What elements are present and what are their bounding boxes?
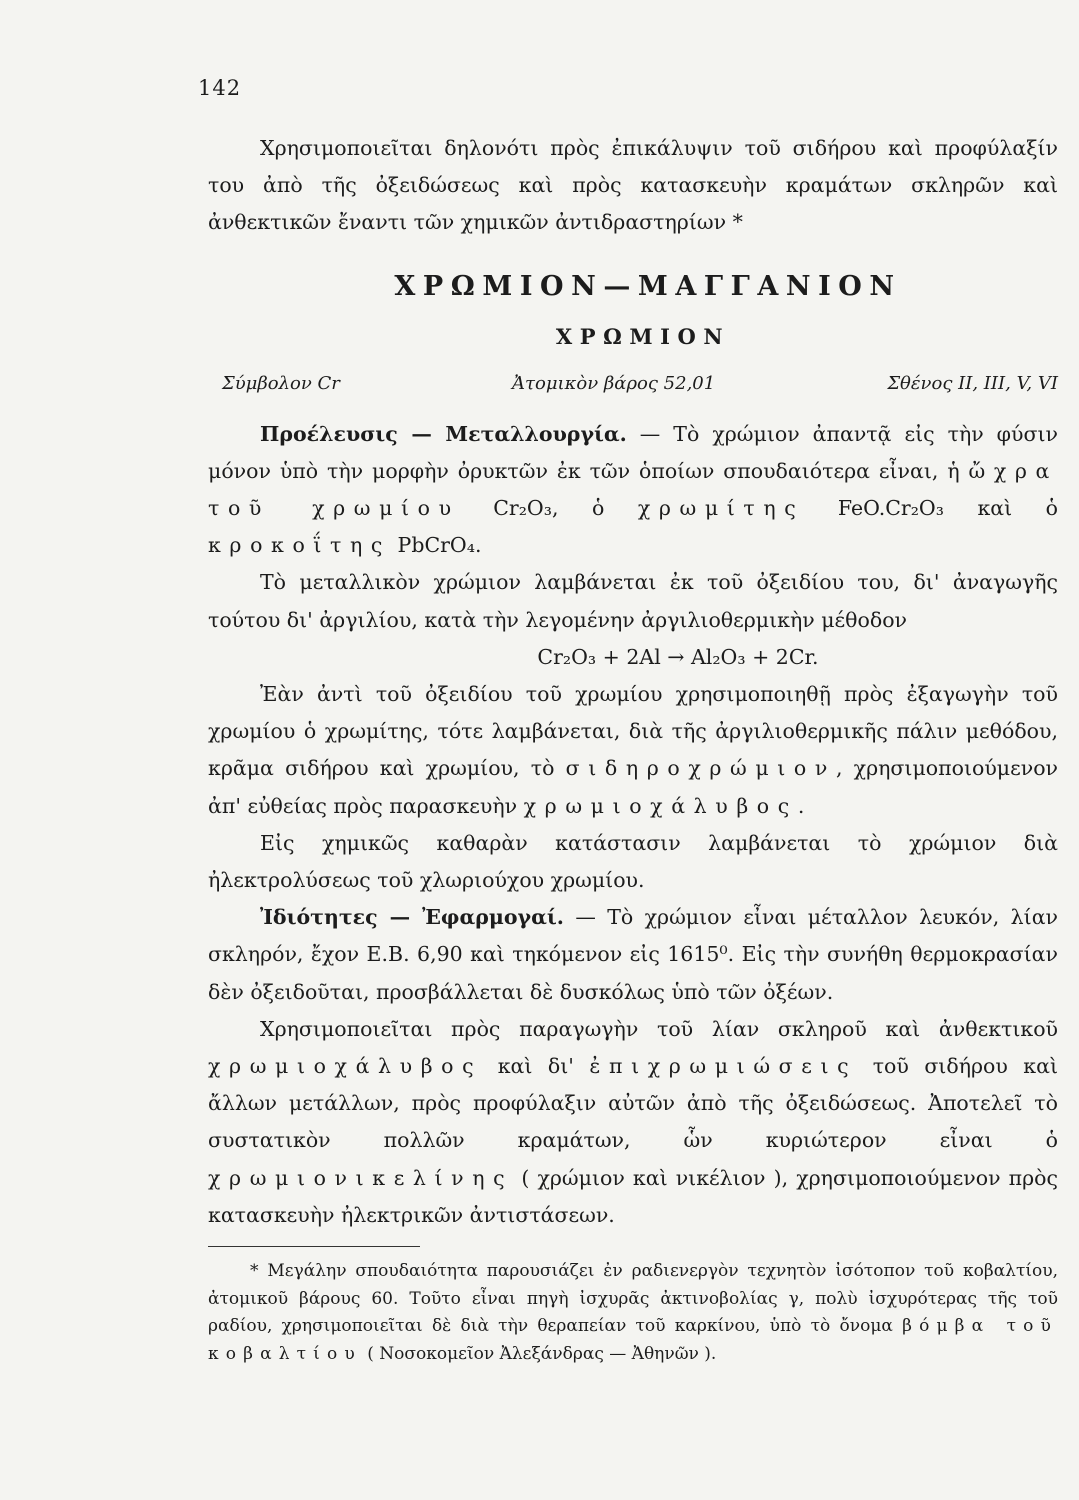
footnote	[208, 1258, 1058, 1368]
atomic-weight-label: Ἀτομικὸν βάρος 52,01	[512, 372, 716, 394]
chromiochalyvos-term-2: χρωμιοχάλυβος	[208, 1054, 483, 1079]
footnote-marker: *	[732, 210, 743, 235]
element-meta	[222, 366, 1058, 402]
origin-text-2: , ὁ	[551, 496, 638, 521]
origin-text-3: καὶ ὁ	[943, 496, 1058, 521]
cr2o3-formula: Cr₂O₃	[493, 496, 552, 521]
uses-paragraph	[208, 1011, 1058, 1234]
feo-formula: FeO.Cr₂O₃	[837, 496, 944, 521]
chromitis-term: χρωμίτης	[637, 496, 805, 521]
reaction-formula: Cr₂O₃ + 2Al → Al₂O₃ + 2Cr.	[537, 644, 819, 669]
valence-label: Σθένος II, III, V, VI	[887, 372, 1058, 394]
ochra-term: ὤχρα τοῦ χρωμίου	[208, 458, 1058, 521]
properties-paragraph	[208, 899, 1058, 1011]
chromiochalyvos-term: χρωμιοχάλυβος	[523, 793, 798, 818]
properties-heading: Ἰδιότητες — Ἐφαρμογαί.	[260, 905, 564, 930]
ferrochrome-text-2: , χρησιμοποιούμενον ἀπ' εὐθείας πρὸς παρασκευὴν	[208, 756, 1059, 818]
production-paragraph: Τὸ μεταλλικὸν χρώμιον λαμβάνεται ἐκ τοῦ ὀξειδίου του, δι' ἀναγωγῆς τούτου δι' ἀργιλίου, κατὰ τὴν λεγομένην ἀργιλιοθερμικὴν μέθοδον	[208, 570, 1058, 632]
section-title: ΧΡΩΜΙΟΝ	[555, 323, 731, 349]
bomba-term: βόμβα τοῦ κοβαλτίου	[208, 1316, 1058, 1364]
chromionikelinis-term: χρωμιονικελίνης	[208, 1165, 514, 1190]
page-body	[208, 130, 1058, 1234]
page-number: 142	[198, 76, 242, 100]
intro-paragraph	[208, 130, 1058, 242]
origin-text-1: — Τὸ χρώμιον ἀπαντᾷ εἰς τὴν φύσιν μόνον ὑπὸ τὴν μορφὴν ὀρυκτῶν ἐκ τῶν ὁποίων σπουδαιότερα εἶναι, ἡ	[208, 421, 1058, 483]
chapter-title: ΧΡΩΜΙΟΝ—ΜΑΓΓΑΝΙΟΝ	[394, 270, 902, 302]
footnote-text-1: * Μεγάλην σπουδαιότητα παρουσιάζει ἐν ραδιενεργὸν τεχνητὸν ἰσότοπον τοῦ κοβαλτίου, ἀτομικοῦ βάρους 60. Τοῦτο εἶναι πηγὴ ἰσχυρᾶς ἀκτινοβολίας γ, πολὺ ἰσχυρότερας τῆς τοῦ ραδίου, χρησιμοποιεῖται δὲ διὰ τὴν θεραπείαν τοῦ καρκίνου, ὑπὸ τὸ ὄνομα	[208, 1261, 1058, 1336]
uses-text-3: τοῦ σιδήρου καὶ ἄλλων μετάλλων, πρὸς προφύλαξιν αὐτῶν ἀπὸ τῆς ὀξειδώσεως. Ἀποτελεῖ τὸ συστατικὸν πολλῶν κραμάτων, ὧν κυριώτερον εἶναι ὁ	[208, 1054, 1059, 1153]
footnote-paragraph	[208, 1258, 1058, 1368]
uses-text-1: Χρησιμοποιεῖται πρὸς παραγωγὴν τοῦ λίαν σκληροῦ καὶ ἀνθεκτικοῦ	[260, 1016, 1058, 1041]
footnote-divider	[208, 1246, 420, 1247]
footnote-text-2: ( Νοσοκομεῖον Ἀλεξάνδρας — Ἀθηνῶν ).	[361, 1343, 717, 1364]
epichromioseis-term: ἐπιχρωμιώσεις	[589, 1054, 858, 1079]
krokoitis-term: κροκοΐτης	[208, 533, 391, 558]
ferrochrome-text-3: .	[797, 793, 805, 818]
intro-text: Χρησιμοποιεῖται δηλονότι πρὸς ἐπικάλυψιν τοῦ σιδήρου καὶ προφύλαξίν του ἀπὸ τῆς ὀξειδώσεως καὶ πρὸς κατασκευὴν κραμάτων σκληρῶν καὶ ἀνθεκτικῶν ἔναντι τῶν χημικῶν ἀντιδραστηρίων	[208, 136, 1058, 235]
origin-heading: Προέλευσις — Μεταλλουργία.	[260, 421, 627, 446]
electrolysis-paragraph: Εἰς χημικῶς καθαρὰν κατάστασιν λαμβάνεται τὸ χρώμιον διὰ ἠλεκτρολύσεως τοῦ χλωριούχου χρωμίου.	[208, 830, 1058, 893]
sidirochromion-term: σιδηροχρώμιον	[565, 756, 836, 781]
uses-text-2: καὶ δι'	[482, 1054, 590, 1079]
properties-text: — Τὸ χρώμιον εἶναι μέταλλον λευκόν, λίαν σκληρόν, ἔχον Ε.Β. 6,90 καὶ τηκόμενον εἰς 1615⁰. Εἰς τὴν συνήθη θερμοκρασίαν δὲν ὀξειδοῦται, προσβάλλεται δὲ δυσκόλως ὑπὸ τῶν ὀξέων.	[208, 905, 1058, 1004]
pbcro4-formula: PbCrO₄.	[397, 533, 482, 558]
origin-paragraph	[208, 416, 1058, 565]
uses-text-4: ( χρώμιον καὶ νικέλιον ), χρησιμοποιούμενον πρὸς κατασκευὴν ἠλεκτρικῶν ἀντιστάσεων.	[208, 1165, 1058, 1227]
ferrochrome-paragraph	[208, 676, 1058, 825]
ferrochrome-text-1: Ἐὰν ἀντὶ τοῦ ὀξειδίου τοῦ χρωμίου χρησιμοποιηθῇ πρὸς ἐξαγωγὴν τοῦ χρωμίου ὁ χρωμίτης, τότε λαμβάνεται, διὰ τῆς ἀργιλιοθερμικῆς πάλιν μεθόδου, κρᾶμα σιδήρου καὶ χρωμίου, τὸ	[208, 682, 1058, 781]
symbol-label: Σύμβολον Cr	[222, 372, 340, 394]
